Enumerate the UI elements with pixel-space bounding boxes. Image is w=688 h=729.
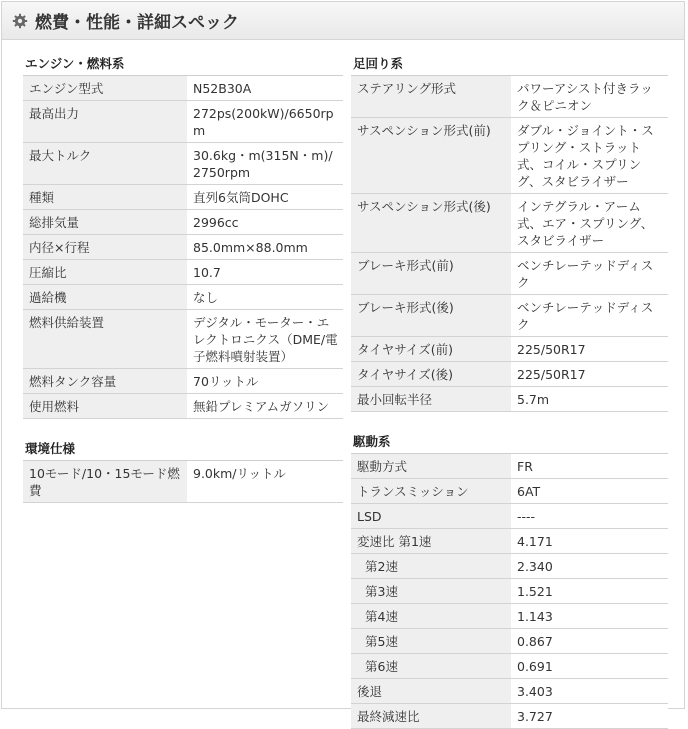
spec-label: 10モード/10・15モード燃費 (23, 461, 187, 503)
spec-value: 1.521 (511, 579, 668, 604)
table-row (351, 629, 668, 654)
spec-value: 225/50R17 (511, 337, 668, 362)
table-row (351, 579, 668, 604)
spec-value: 10.7 (187, 260, 343, 285)
spec-label: ステアリング形式 (351, 76, 511, 118)
spec-label: タイヤサイズ(後) (351, 362, 511, 387)
spec-value: 85.0mm×88.0mm (187, 235, 343, 260)
spec-label: 最高出力 (23, 101, 187, 143)
spec-label: サスペンション形式(後) (351, 194, 511, 253)
table-row (23, 285, 343, 310)
spec-value: デジタル・モーター・エレクトロニクス（DME/電子燃料噴射装置） (187, 310, 343, 369)
spec-label: 駆動方式 (351, 454, 511, 479)
table-row (23, 260, 343, 285)
table-row (351, 654, 668, 679)
section-title: 駆動系 (351, 431, 668, 454)
environment-spec-table (23, 461, 343, 503)
spec-value: ダブル・ジョイント・スプリング・ストラット式、コイル・スプリング、スタビライザー (511, 118, 668, 194)
spec-label: 過給機 (23, 285, 187, 310)
spec-label: タイヤサイズ(前) (351, 337, 511, 362)
table-row (351, 362, 668, 387)
spec-value: N52B30A (187, 76, 343, 101)
page-title: 燃費・性能・詳細スペック (35, 13, 239, 33)
table-row (23, 310, 343, 369)
spec-label: 第4速 (351, 604, 511, 629)
spec-label: 後退 (351, 679, 511, 704)
spec-label: エンジン型式 (23, 76, 187, 101)
table-row (351, 454, 668, 479)
gear-icon (12, 13, 28, 29)
spec-label: トランスミッション (351, 479, 511, 504)
spec-value: 2996cc (187, 210, 343, 235)
table-row (351, 504, 668, 529)
drivetrain-section (351, 431, 668, 729)
spec-label: 総排気量 (23, 210, 187, 235)
spec-value: パワーアシスト付きラック＆ピニオン (511, 76, 668, 118)
table-row (351, 554, 668, 579)
spec-value: FR (511, 454, 668, 479)
spec-label: 最大トルク (23, 143, 187, 185)
table-row (351, 253, 668, 295)
panel-header (2, 2, 684, 40)
spec-value: 9.0km/リットル (187, 461, 343, 503)
spec-value: 直列6気筒DOHC (187, 185, 343, 210)
left-column (23, 53, 343, 503)
spec-value: 1.143 (511, 604, 668, 629)
table-row (351, 76, 668, 118)
table-row (23, 101, 343, 143)
spec-label: 最終減速比 (351, 704, 511, 729)
spec-label: 圧縮比 (23, 260, 187, 285)
table-row (351, 337, 668, 362)
spec-label: ブレーキ形式(前) (351, 253, 511, 295)
engine-section (23, 53, 343, 419)
chassis-section (351, 53, 668, 412)
spec-value: 30.6kg・m(315N・m)/2750rpm (187, 143, 343, 185)
table-row (23, 185, 343, 210)
spec-value: 4.171 (511, 529, 668, 554)
spec-label: 第2速 (351, 554, 511, 579)
table-row (351, 604, 668, 629)
spec-label: LSD (351, 504, 511, 529)
spec-label: 第6速 (351, 654, 511, 679)
table-row (351, 194, 668, 253)
spec-value: インテグラル・アーム式、エア・スプリング、スタビライザー (511, 194, 668, 253)
spec-value: 70リットル (187, 369, 343, 394)
spec-label: 燃料タンク容量 (23, 369, 187, 394)
spec-label: 変速比 第1速 (351, 529, 511, 554)
table-row (351, 529, 668, 554)
drivetrain-spec-table (351, 454, 668, 729)
spec-label: 最小回転半径 (351, 387, 511, 412)
spec-value: 3.403 (511, 679, 668, 704)
spec-value: 3.727 (511, 704, 668, 729)
spec-label: 使用燃料 (23, 394, 187, 419)
spec-label: 内径×行程 (23, 235, 187, 260)
spec-value: ベンチレーテッドディスク (511, 253, 668, 295)
spec-label: 種類 (23, 185, 187, 210)
spec-value: ベンチレーテッドディスク (511, 295, 668, 337)
table-row (23, 394, 343, 419)
spec-value: 0.691 (511, 654, 668, 679)
chassis-spec-table (351, 76, 668, 412)
spec-value: 0.867 (511, 629, 668, 654)
engine-spec-table (23, 76, 343, 419)
environment-section (23, 438, 343, 503)
spec-value: ---- (511, 504, 668, 529)
section-title: 足回り系 (351, 53, 668, 76)
spec-label: 第3速 (351, 579, 511, 604)
spec-value: 225/50R17 (511, 362, 668, 387)
spec-value: 272ps(200kW)/6650rpm (187, 101, 343, 143)
table-row (23, 143, 343, 185)
section-title: 環境仕様 (23, 438, 343, 461)
spec-value: 無鉛プレミアムガソリン (187, 394, 343, 419)
spec-label: 燃料供給装置 (23, 310, 187, 369)
spec-label: サスペンション形式(前) (351, 118, 511, 194)
table-row (351, 679, 668, 704)
table-row (351, 295, 668, 337)
table-row (23, 210, 343, 235)
spec-panel (1, 1, 685, 724)
table-row (23, 461, 343, 503)
spec-value: 6AT (511, 479, 668, 504)
right-column (351, 53, 668, 729)
table-row (23, 369, 343, 394)
spec-value: 5.7m (511, 387, 668, 412)
spec-value: 2.340 (511, 554, 668, 579)
table-row (351, 479, 668, 504)
spec-value: なし (187, 285, 343, 310)
table-row (23, 235, 343, 260)
spec-label: 第5速 (351, 629, 511, 654)
table-row (351, 704, 668, 729)
table-row (351, 387, 668, 412)
section-title: エンジン・燃料系 (23, 53, 343, 76)
spec-label: ブレーキ形式(後) (351, 295, 511, 337)
table-row (351, 118, 668, 194)
table-row (23, 76, 343, 101)
